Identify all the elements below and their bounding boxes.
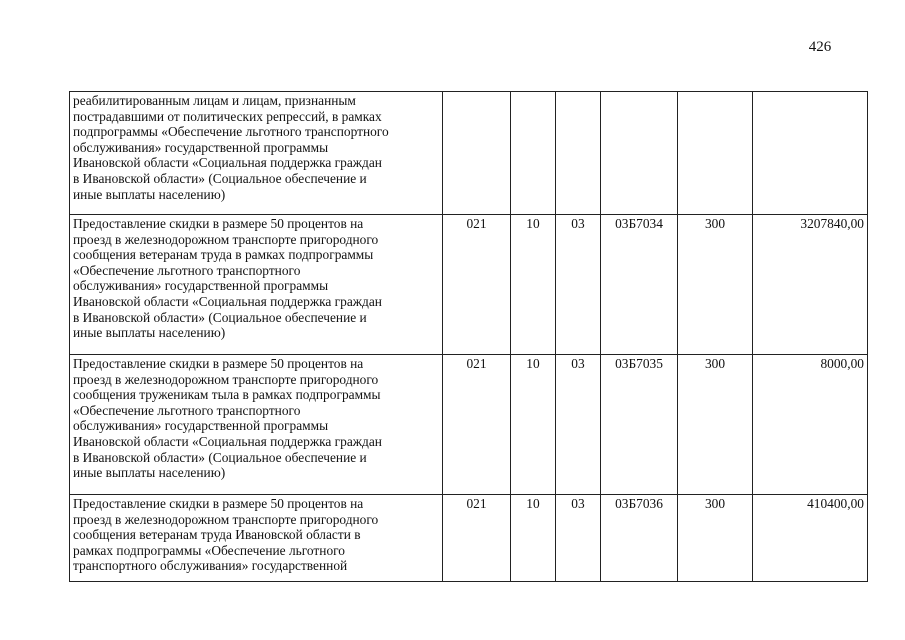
target-article-cell: [601, 92, 678, 215]
expense-type-cell: 300: [678, 215, 753, 355]
amount-cell: 3207840,00: [753, 215, 868, 355]
expense-type-cell: [678, 92, 753, 215]
target-article-cell: 03Б7036: [601, 495, 678, 582]
amount-cell: 8000,00: [753, 355, 868, 495]
page-number: 426: [808, 39, 832, 55]
subsection-code-cell: [556, 92, 601, 215]
ministry-code-cell: 021: [443, 355, 511, 495]
expense-type-cell: 300: [678, 495, 753, 582]
section-code-cell: 10: [511, 495, 556, 582]
expense-description-cell: Предоставление скидки в размере 50 процентов на проезд в железнодорожном транспорте пригородного сообщения труженикам тыла в рамках подпрограммы «Обеспечение льготного транспортного обслуживания» государственной программы Ивановской области «Социальная поддержка граждан в Ивановской области» (Социальное обеспечение и иные выплаты населению): [70, 355, 443, 495]
table-row: [70, 495, 868, 582]
ministry-code-cell: 021: [443, 495, 511, 582]
expense-description-cell: реабилитированным лицам и лицам, признанным пострадавшими от политических репрессий, в рамках подпрограммы «Обеспечение льготного транспортного обслуживания» государственной программы Ивановской области «Социальная поддержка граждан в Ивановской области» (Социальное обеспечение и иные выплаты населению): [70, 92, 443, 215]
amount-cell: [753, 92, 868, 215]
subsection-code-cell: 03: [556, 355, 601, 495]
target-article-cell: 03Б7035: [601, 355, 678, 495]
subsection-code-cell: 03: [556, 215, 601, 355]
subsection-code-cell: 03: [556, 495, 601, 582]
table-row: [70, 92, 868, 215]
ministry-code-cell: 021: [443, 215, 511, 355]
ministry-code-cell: [443, 92, 511, 215]
section-code-cell: 10: [511, 355, 556, 495]
amount-cell: 410400,00: [753, 495, 868, 582]
target-article-cell: 03Б7034: [601, 215, 678, 355]
expense-type-cell: 300: [678, 355, 753, 495]
table-row: [70, 355, 868, 495]
budget-table: [69, 91, 868, 582]
section-code-cell: 10: [511, 215, 556, 355]
table-row: [70, 215, 868, 355]
section-code-cell: [511, 92, 556, 215]
expense-description-cell: Предоставление скидки в размере 50 процентов на проезд в железнодорожном транспорте пригородного сообщения ветеранам труда в рамках подпрограммы «Обеспечение льготного транспортного обслуживания» государственной программы Ивановской области «Социальная поддержка граждан в Ивановской области» (Социальное обеспечение и иные выплаты населению): [70, 215, 443, 355]
expense-description-cell: Предоставление скидки в размере 50 процентов на проезд в железнодорожном транспорте пригородного сообщения ветеранам труда Ивановской области в рамках подпрограммы «Обеспечение льготного транспортного обслуживания» государственной: [70, 495, 443, 582]
